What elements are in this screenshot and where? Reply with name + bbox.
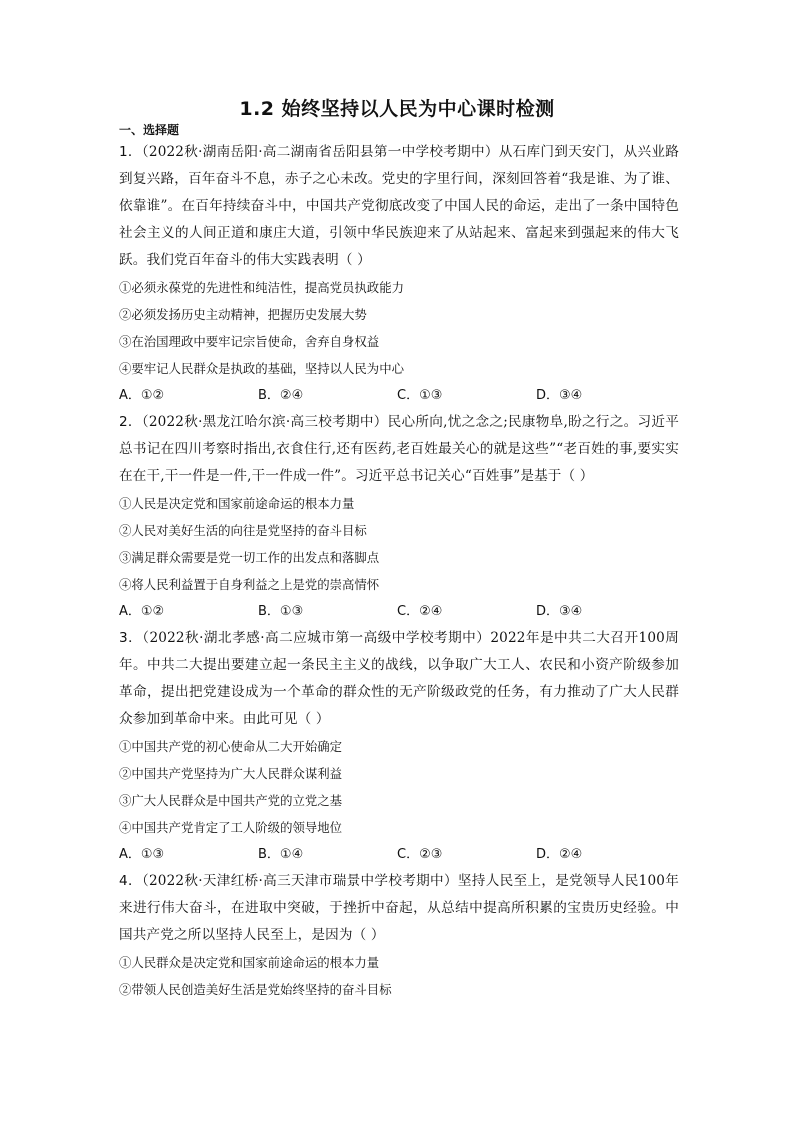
question-1-option-1: ①必须永葆党的先进性和纯洁性，提高党员执政能力 xyxy=(119,280,404,295)
question-3-option-3: ③广大人民群众是中国共产党的立党之基 xyxy=(119,793,343,808)
question-text: （2022秋·湖北孝感·高二应城市第一高级中学校考期中）2022年是中共二大召开100周年。中共二大提出要建立起一条民主主义的战线，以争取广大工人、农民和小资产阶级参加革命，提出把党建设成为一个革命的群众性的无产阶级政党的任务，有力推动了广大人民群众参加到革命中来。由此可见（ ） xyxy=(119,630,679,727)
answer-choice-c: C．①③ xyxy=(397,388,443,403)
question-3-option-4: ④中国共产党肯定了工人阶级的领导地位 xyxy=(119,820,343,835)
question-2-option-3: ③满足群众需要是党一切工作的出发点和落脚点 xyxy=(119,550,380,565)
question-text: （2022秋·湖南岳阳·高二湖南省岳阳县第一中学校考期中）从石库门到天安门，从兴业路到复兴路，百年奋斗不息，赤子之心未改。党史的字里行间，深刻回答着“我是谁、为了谁、依靠谁”。在百年持续奋斗中，中国共产党彻底改变了中国人民的命运，走出了一条中国特色社会主义的人间正道和康庄大道，引领中华民族迎来了从站起来、富起来到强起来的伟大飞跃。我们党百年奋斗的伟大实践表明（ ） xyxy=(119,144,679,268)
question-2-answer-choices xyxy=(119,598,679,625)
page-title: 1.2 始终坚持以人民为中心课时检测 xyxy=(239,98,555,120)
answer-choice-c: C．②③ xyxy=(397,847,443,862)
answer-choice-b: B．②④ xyxy=(258,388,304,403)
question-number: 2． xyxy=(119,414,142,430)
question-3-option-2: ②中国共产党坚持为广大人民群众谋利益 xyxy=(119,766,343,781)
question-text: （2022秋·黑龙江哈尔滨·高三校考期中）民心所向,忧之念之;民康物阜,盼之行之。习近平总书记在四川考察时指出,衣食住行,还有医药,老百姓最关心的就是这些”“老百姓的事,要实实在在干,干一件是一件,干一件成一件”。习近平总书记关心“百姓事”是基于（ ） xyxy=(119,414,679,484)
question-2-stem xyxy=(119,409,679,490)
question-list xyxy=(119,123,679,1003)
answer-choice-b: B．①③ xyxy=(258,604,304,619)
question-4-option-2: ②带领人民创造美好生活是党始终坚持的奋斗目标 xyxy=(119,982,392,997)
question-text: （2022秋·天津红桥·高三天津市瑞景中学校考期中）坚持人民至上，是党领导人民100年来进行伟大奋斗，在进取中突破，于挫折中奋起，从总结中提高所积累的宝贵历史经验。中国共产党之所以坚持人民至上，是因为（ ） xyxy=(119,873,679,943)
question-3-option-1: ①中国共产党的初心使命从二大开始确定 xyxy=(119,739,343,754)
question-1-option-4: ④要牢记人民群众是执政的基础，坚持以人民为中心 xyxy=(119,361,404,376)
answer-choice-b: B．①④ xyxy=(258,847,304,862)
answer-choice-d: D．②④ xyxy=(536,847,583,862)
question-4-stem xyxy=(119,868,679,949)
answer-choice-a: A．①② xyxy=(119,388,165,403)
question-3-answer-choices xyxy=(119,841,679,868)
answer-choice-d: D．③④ xyxy=(536,604,583,619)
question-2-option-1: ①人民是决定党和国家前途命运的根本力量 xyxy=(119,496,355,511)
question-number: 1． xyxy=(119,144,142,160)
question-1-option-3: ③在治国理政中要牢记宗旨使命，舍弃自身权益 xyxy=(119,334,380,349)
section-heading: 一、选择题 xyxy=(119,123,180,137)
question-2-option-4: ④将人民利益置于自身利益之上是党的崇高情怀 xyxy=(119,577,380,592)
question-1-answer-choices xyxy=(119,382,679,409)
answer-choice-a: A．①③ xyxy=(119,847,165,862)
question-2-option-2: ②人民对美好生活的向往是党坚持的奋斗目标 xyxy=(119,523,367,538)
question-3-stem xyxy=(119,625,679,733)
answer-choice-c: C．②④ xyxy=(397,604,443,619)
question-1-option-2: ②必须发扬历史主动精神，把握历史发展大势 xyxy=(119,307,367,322)
question-number: 3． xyxy=(119,630,143,646)
answer-choice-a: A．①② xyxy=(119,604,165,619)
question-4-option-1: ①人民群众是决定党和国家前途命运的根本力量 xyxy=(119,955,380,970)
answer-choice-d: D．③④ xyxy=(536,388,583,403)
question-number: 4． xyxy=(119,873,142,889)
question-1-stem xyxy=(119,139,679,274)
